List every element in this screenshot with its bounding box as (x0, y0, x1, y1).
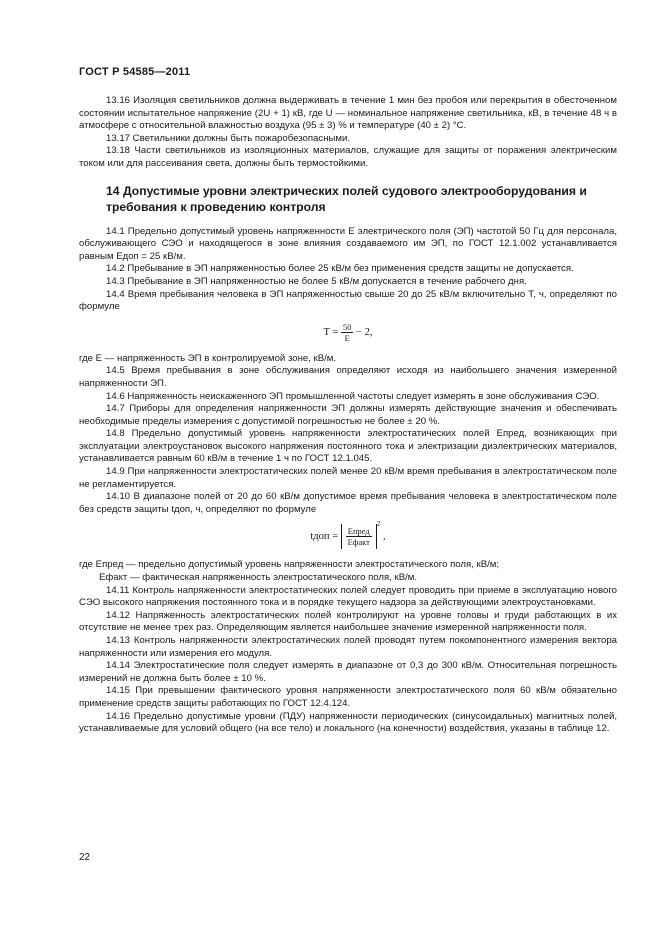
paragraph-14-13: 14.13 Контроль напряженности электростатических полей проводят путем покомпонентного измерения вектора напряженности или измерения его модуля. (79, 635, 617, 659)
page-number: 22 (79, 852, 91, 863)
formula-time-electrostatic (79, 520, 617, 549)
paragraph-13-16: 13.16 Изоляция светильников должна выдерживать в течение 1 мин без пробоя или перекрытия в обесточенном состоянии испытательное напряжение (2U + 1) кВ, где U — номинальное напряжение светильника, кВ, в течение 48 ч в атмосфере с относительной влажностью воздуха (95 ± 3) % и температуре (40 ± 2) °С. (79, 95, 617, 132)
paragraph-14-7: 14.7 Приборы для определения напряженности ЭП должны измерять действующие значения и обеспечивать необходимые пределы измерения с допустимой погрешностью не более ± 20 %. (79, 403, 617, 427)
paragraph-14-8: 14.8 Предельно допустимый уровень напряженности электростатических полей Eпред, возникающих при эксплуатации электроустановок высокого напряжения постоянного тока и электризации диэлектрических материалов, устанавливается равным 60 кВ/м в течение 1 ч по ГОСТ 12.1.045. (79, 428, 617, 465)
paragraph-14-12: 14.12 Напряженность электростатических полей контролируют на уровне головы и груди работающих в их отсутствие не менее трех раз. Определяющим является наибольшее значение измеренной напряженности поля. (79, 609, 617, 634)
paragraph-14-15: 14.15 При превышении фактического уровня напряженности электростатического поля 60 кВ/м обязательно применение средств защиты работающих по ГОСТ 12.4.124. (79, 685, 617, 709)
formula-numerator: 50 (342, 321, 352, 332)
paragraph-14-10: 14.10 В диапазоне полей от 20 до 60 кВ/м допустимое время пребывания человека в электростатическом поле без средств защиты tдоп, ч, определяют по формуле (79, 491, 617, 515)
formula-denominator: E (344, 332, 350, 343)
formula-lhs: T = (323, 326, 339, 338)
formula-2-explanation-1: где Eпред — предельно допустимый уровень напряженности электростатического поля, кВ/м; (79, 559, 500, 571)
paragraph-13-18: 13.18 Части светильников из изоляционных материалов, служащие для защиты от поражения электрическим током или для рассеивания света, должны быть термостойкими. (79, 145, 617, 169)
paragraph-14-4: 14.4 Время пребывания человека в ЭП напряженностью свыше 20 до 25 кВ/м включительно Т, ч, определяют по формуле (79, 288, 617, 313)
paragraph-14-16: 14.16 Предельно допустимые уровни (ПДУ) напряженности периодических (синусоидальных) магнитных полей, устанавливаемые для условий общего (на все тело) и локального (на конечности) воздействия, указаны в таблице 12. (79, 710, 617, 735)
formula-2-tail: , (383, 531, 386, 543)
formula-2-bracket (341, 524, 377, 549)
paragraph-14-2: 14.2 Пребывание в ЭП напряженностью более 25 кВ/м без применения средств защиты не допускается. (106, 263, 574, 275)
document-header: ГОСТ Р 54585—2011 (79, 66, 191, 78)
formula-rest: − 2, (356, 326, 373, 338)
document-body (79, 95, 617, 736)
formula-2-fraction (346, 526, 372, 547)
paragraph-13-17: 13.17 Светильники должны быть пожаробезопасными. (106, 132, 351, 144)
section-14-title: 14 Допустимые уровни электрических полей судового электрооборудования и требования к проведению контроля (106, 183, 587, 215)
formula-fraction (341, 322, 354, 343)
formula-time-ep (79, 322, 617, 343)
formula-2-lhs: tдоп = (310, 531, 339, 543)
formula-2-power: 2 (376, 520, 381, 529)
formula-2-denominator: Eфакт (347, 537, 370, 548)
formula-2-explanation-2: Eфакт — фактическая напряженность электростатического поля, кВ/м. (99, 572, 418, 584)
paragraph-14-9: 14.9 При напряженности электростатических полей менее 20 кВ/м время пребывания в электростатическом поле не регламентируется. (79, 466, 617, 490)
formula-2-numerator: Eпред (346, 526, 372, 537)
paragraph-14-1: 14.1 Предельно допустимый уровень напряженности E электрического поля (ЭП) частотой 50 Гц для персонала, обслуживающего СЭО и находящегося в зоне влияния создаваемого им ЭП, по ГОСТ 12.1.002 устанавливается равным Eдоп = 25 кВ/м. (79, 225, 617, 262)
paragraph-14-6: 14.6 Напряженность неискаженного ЭП промышленной частоты следует измерять в зоне обслуживания СЭО. (106, 390, 600, 402)
formula-1-explanation: где Е — напряженность ЭП в контролируемой зоне, кВ/м. (79, 352, 337, 364)
paragraph-14-11: 14.11 Контроль напряженности электростатических полей следует проводить при приеме в эксплуатацию нового СЭО высокого напряжения постоянного тока и в порядке текущего надзора за действующими электроустановками. (79, 584, 617, 609)
paragraph-14-5: 14.5 Время пребывания в зоне обслуживания определяют исходя из наибольшего значения измеренной напряженности ЭП. (79, 365, 617, 389)
paragraph-14-14: 14.14 Электростатические поля следует измерять в диапазоне от 0,3 до 300 кВ/м. Относительная погрешность измерений не должна быть более ± 10 %. (79, 660, 617, 684)
paragraph-14-3: 14.3 Пребывание в ЭП напряженностью не более 5 кВ/м допускается в течение рабочего дня. (106, 275, 527, 287)
